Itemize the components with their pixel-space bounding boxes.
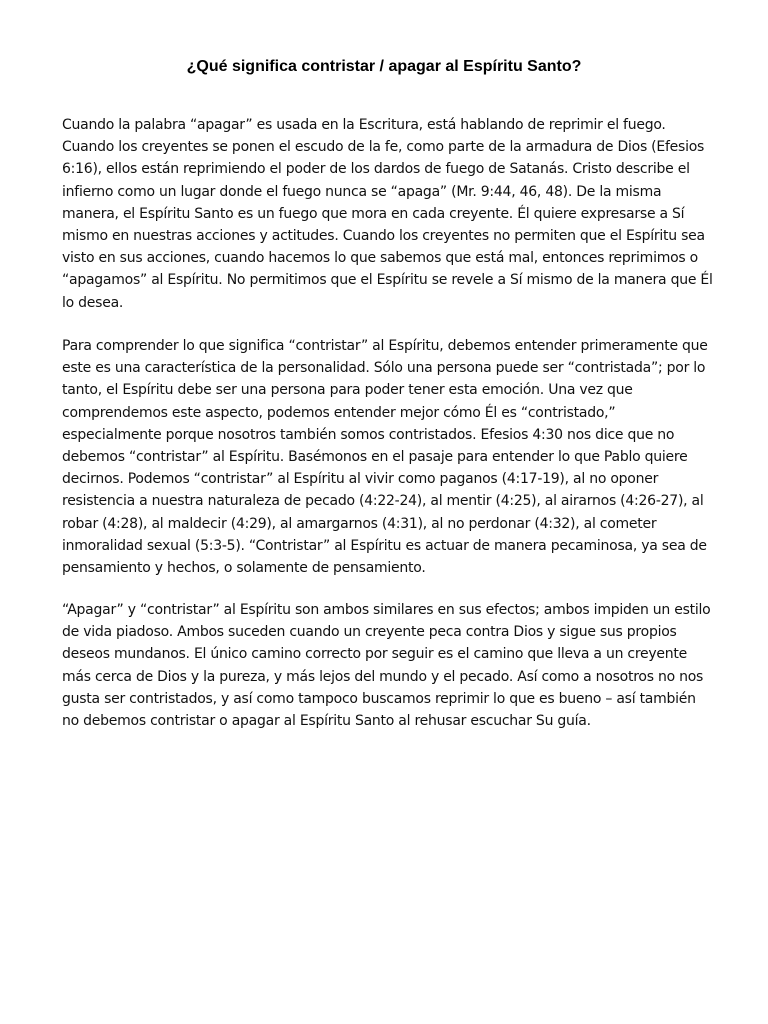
paragraph-conclusion: “Apagar” y “contristar” al Espíritu son ambos similares en sus efectos; ambos impiden un estilo de vida piadoso. Ambos suceden cuando un creyente peca contra Dios y sigue sus propios deseos mundanos. El único camino correcto por seguir es el camino que lleva a un creyente más cerca de Dios y la pureza, y más lejos del mundo y el pecado. Así como a nosotros no nos gusta ser contristados, y así como tampoco buscamos reprimir lo que es bueno – así también no debemos contristar o apagar al Espíritu Santo al rehusar escuchar Su guía.	[62, 602, 711, 730]
paragraph-contristar: Para comprender lo que significa “contristar” al Espíritu, debemos entender primeramente que este es una característica de la personalidad. Sólo una persona puede ser “contristada”; por lo tanto, el Espíritu debe ser una persona para poder tener esta emoción. Una vez que comprendemos este aspecto, podemos entender mejor cómo Él es “contristado,” especialmente porque nosotros también somos contristados. Efesios 4:30 nos dice que no debemos “contristar” al Espíritu. Basémonos en el pasaje para entender lo que Pablo quiere decirnos. Podemos “contristar” al Espíritu al vivir como paganos (4:17-19), al no oponer resistencia a nuestra naturaleza de pecado (4:22-24), al mentir (4:25), al airarnos (4:26-27), al robar (4:28), al maldecir (4:29), al amargarnos (4:31), al no perdonar (4:32), al cometer inmoralidad sexual (5:3-5). “Contristar” al Espíritu es actuar de manera pecaminosa, ya sea de pensamiento y hechos, o solamente de pensamiento.	[62, 338, 708, 577]
paragraph-apagar: Cuando la palabra “apagar” es usada en la Escritura, está hablando de reprimir el fuego. Cuando los creyentes se ponen el escudo de la fe, como parte de la armadura de Dios (Efesios 6:16), ellos están reprimiendo el poder de los dardos de fuego de Satanás. Cristo describe el infierno como un lugar donde el fuego nunca se “apaga” (Mr. 9:44, 46, 48). De la misma manera, el Espíritu Santo es un fuego que mora en cada creyente. Él quiere expresarse a Sí mismo en nuestras acciones y actitudes. Cuando los creyentes no permiten que el Espíritu sea visto en sus acciones, cuando hacemos lo que sabemos que está mal, entonces reprimimos o “apagamos” al Espíritu. No permitimos que el Espíritu se revele a Sí mismo de la manera que Él lo desea.	[62, 117, 713, 311]
document-title: ¿Qué significa contristar / apagar al Espíritu Santo?	[186, 58, 582, 75]
